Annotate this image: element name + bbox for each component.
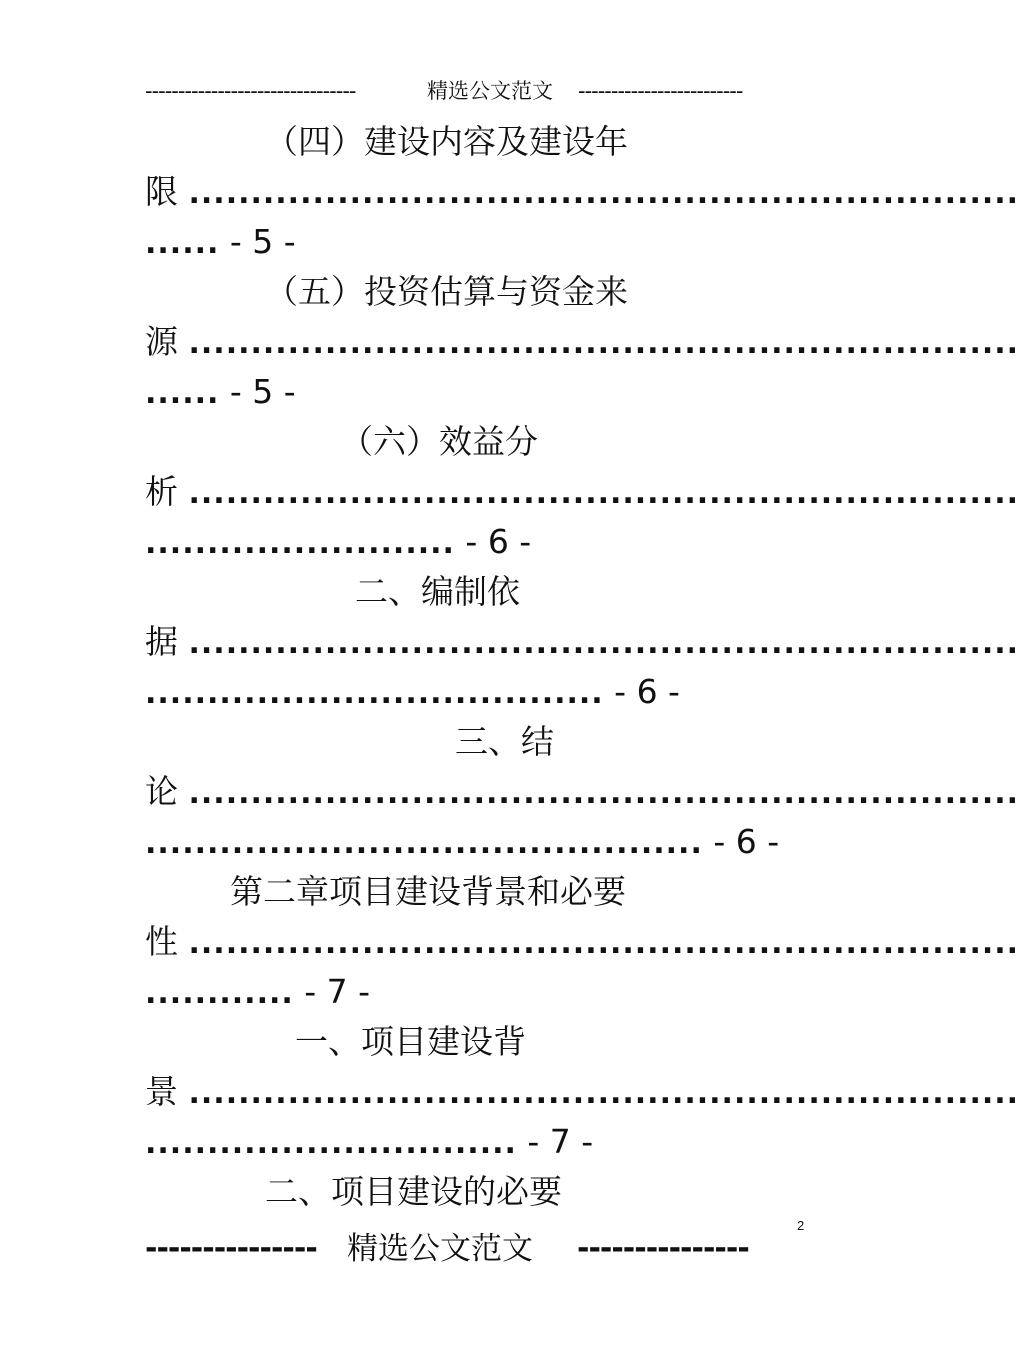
toc-title-char: 资 [529,272,562,311]
toc-entry[interactable] [145,267,1019,417]
toc-dot-leader: ..................................... [145,676,604,711]
toc-page-line [145,217,807,267]
toc-title-char: 、 [298,1172,331,1211]
toc-entry-title [145,867,807,917]
toc-title-char: 设 [397,122,430,161]
toc-title-char: 六 [373,422,406,461]
toc-title-char: 第 [230,872,263,911]
toc-title-char: 一 [295,1022,328,1061]
toc-page-number: - 7 - [304,972,371,1011]
toc-page-line [145,1117,807,1167]
toc-title-last-char: 据 [145,622,178,661]
toc-entry[interactable] [145,717,1019,867]
toc-entry-title [145,117,807,167]
toc-page-line [145,967,807,1017]
toc-title-char: 分 [505,422,538,461]
footer-left-rule: --------------- [145,1231,317,1266]
toc-title-char: 益 [472,422,505,461]
toc-title-char: （ [265,122,298,161]
toc-leader-line [145,1067,1019,1117]
toc-dot-leader: ......................... [145,526,455,561]
header-right-rule: ------------------------- [578,79,743,103]
toc-title-char: 资 [397,272,430,311]
toc-leader-line [145,767,1019,817]
toc-title-char: 项 [331,1172,364,1211]
toc-title-char: 二 [355,572,388,611]
toc-entry-title [145,267,807,317]
toc-title-char: 必 [496,1172,529,1211]
header-title: 精选公文范文 [427,79,553,103]
toc-entry[interactable] [145,417,1019,567]
toc-title-char: 目 [364,1172,397,1211]
toc-dot-leader: ................................................................... [188,1076,1019,1111]
toc-title-last-char: 论 [145,772,178,811]
toc-title-char: 效 [439,422,472,461]
toc-title-char: 背 [493,1022,526,1061]
toc-page-number: - 7 - [527,1122,594,1161]
toc-title-char: 编 [421,572,454,611]
toc-title-char: 设 [430,1172,463,1211]
footer-right-rule: --------------- [577,1231,749,1266]
toc-dot-leader: ................................................................... [188,626,1019,661]
toc-leader-line [145,617,1019,667]
toc-title-char: ） [406,422,439,461]
toc-title-char: ） [331,122,364,161]
toc-title-char: 金 [562,272,595,311]
toc-page-number: - 5 - [229,222,296,261]
toc-title-char: 背 [461,872,494,911]
toc-title-char: 必 [560,872,593,911]
toc-title-char: 与 [496,272,529,311]
toc-title-char: 及 [496,122,529,161]
toc-entry-title [145,567,807,617]
toc-dot-leader: .............................. [145,1126,517,1161]
toc-page-number: - 6 - [465,522,532,561]
toc-title-last-char: 性 [145,922,178,961]
toc-title-char: 设 [562,122,595,161]
toc-dot-leader: ................................................................... [188,176,1019,211]
toc-page-number: - 6 - [614,672,680,711]
toc-dot-leader: ............ [145,976,294,1011]
toc-title-char: 要 [593,872,626,911]
toc-title-char: 年 [595,122,628,161]
page-number: 2 [797,1218,805,1233]
toc-entry-title [145,717,807,767]
table-of-contents [145,117,1019,1217]
toc-title-char: 容 [463,122,496,161]
toc-title-char: 目 [394,1022,427,1061]
toc-title-char: 、 [488,722,521,761]
toc-dot-leader: ................................................................... [188,926,1019,961]
toc-title-char: 和 [527,872,560,911]
toc-title-char: 依 [487,572,520,611]
toc-title-char: 建 [529,122,562,161]
toc-title-char: 二 [263,872,296,911]
toc-title-last-char: 限 [145,172,178,211]
toc-page-line [145,517,807,567]
toc-leader-line [145,467,1019,517]
toc-page-line [145,817,807,867]
toc-title-char: 项 [361,1022,394,1061]
toc-title-char: 内 [430,122,463,161]
toc-dot-leader: ...... [145,226,220,261]
toc-title-char: 五 [298,272,331,311]
toc-title-last-char: 景 [145,1072,178,1111]
page-header [145,74,785,108]
page-footer [145,1228,785,1270]
toc-entry[interactable] [145,867,1019,1017]
toc-dot-leader: ...... [145,376,220,411]
toc-dot-leader: ................................................................... [188,776,1019,811]
toc-title-char: 的 [463,1172,496,1211]
toc-title-char: （ [340,422,373,461]
toc-title-char: 算 [463,272,496,311]
toc-title-char: 景 [494,872,527,911]
toc-entry[interactable] [145,117,1019,267]
toc-title-char: 目 [362,872,395,911]
toc-title-char: 投 [364,272,397,311]
toc-leader-line [145,317,1019,367]
toc-title-char: 估 [430,272,463,311]
toc-title-char: 来 [595,272,628,311]
toc-dot-leader: ................................................................... [188,476,1019,511]
toc-title-last-char: 析 [145,472,178,511]
toc-title-char: （ [265,272,298,311]
toc-title-char: 、 [328,1022,361,1061]
toc-title-char: 建 [397,1172,430,1211]
toc-page-line [145,667,807,717]
toc-page-number: - 5 - [229,372,296,411]
toc-entry-title [145,1167,807,1217]
toc-title-char: 三 [455,722,488,761]
toc-entry[interactable] [145,1017,1019,1167]
footer-title: 精选公文范文 [347,1231,533,1267]
toc-leader-line [145,167,1019,217]
toc-dot-leader: ................................................................... [188,326,1019,361]
toc-entry[interactable] [145,567,1019,717]
header-left-rule: -------------------------------- [145,79,356,103]
toc-entry-title [145,417,807,467]
toc-title-char: 项 [329,872,362,911]
toc-title-last-char: 源 [145,322,178,361]
toc-leader-line [145,917,1019,967]
toc-title-char: 章 [296,872,329,911]
toc-page-line [145,367,807,417]
toc-title-char: ） [331,272,364,311]
toc-title-char: 要 [529,1172,562,1211]
toc-dot-leader: ............................................. [145,826,703,861]
toc-title-char: 设 [460,1022,493,1061]
toc-title-char: 建 [395,872,428,911]
toc-title-char: 、 [388,572,421,611]
toc-title-char: 结 [521,722,554,761]
toc-title-char: 设 [428,872,461,911]
toc-entry[interactable] [145,1167,807,1217]
toc-title-char: 建 [364,122,397,161]
toc-title-char: 建 [427,1022,460,1061]
toc-entry-title [145,1017,807,1067]
toc-title-char: 四 [298,122,331,161]
toc-page-number: - 6 - [713,822,780,861]
toc-title-char: 制 [454,572,487,611]
toc-title-char: 二 [265,1172,298,1211]
